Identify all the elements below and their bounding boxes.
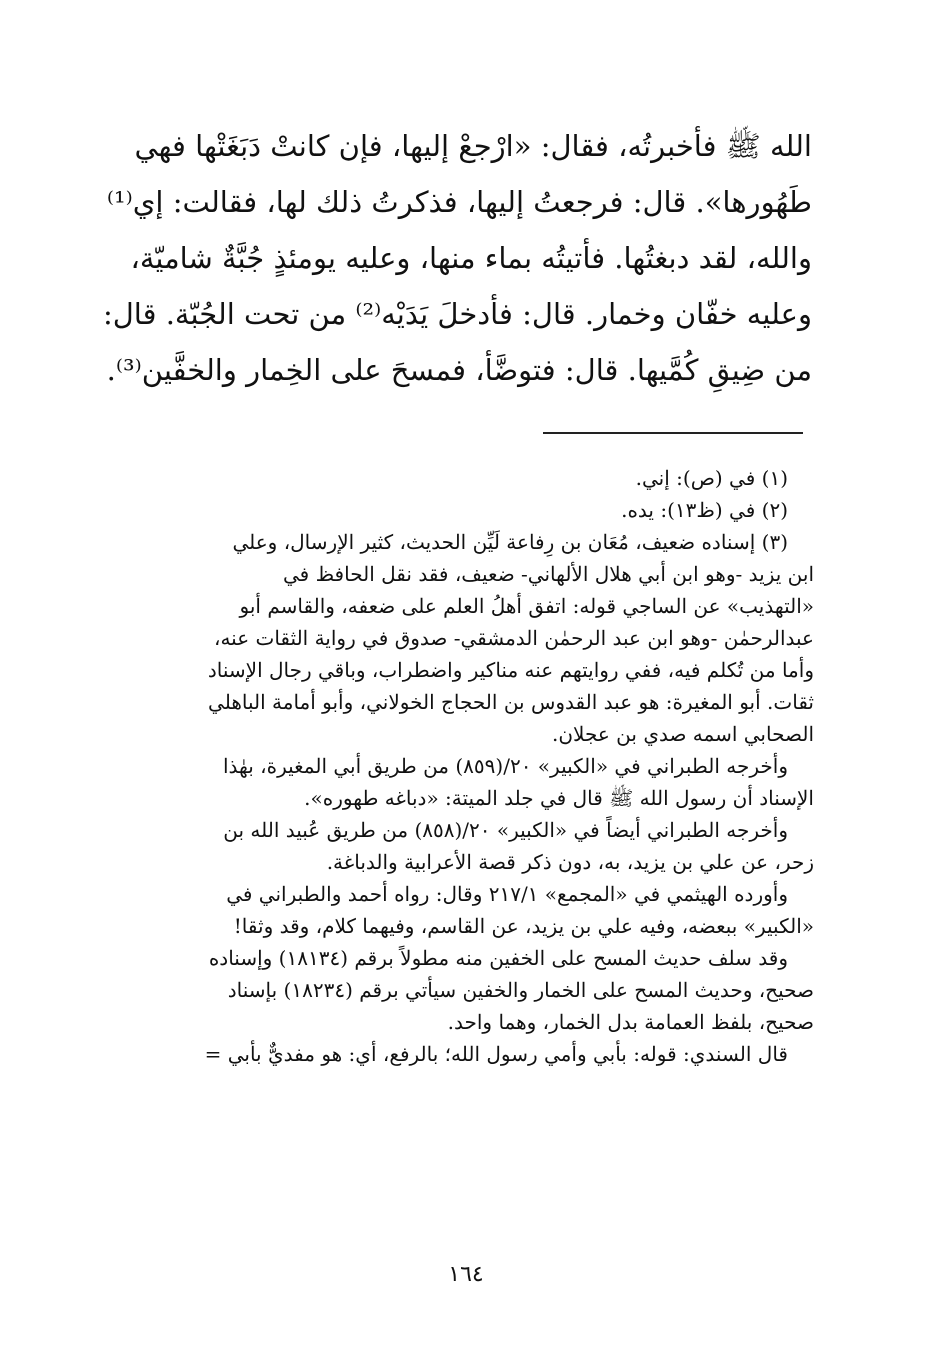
footnote-3-line: قال السندي: قوله: بأبي وأمي رسول الله؛ بالرفع، أي: هو مفديٌّ بأبي = [204, 1042, 788, 1066]
footnote-3-line: الإسناد أن رسول الله ﷺ قال في جلد الميتة: «دباغه طهوره». [304, 786, 814, 810]
footnote-3-line: وأورده الهيثمي في «المجمع» ٢١٧/١ وقال: رواه أحمد والطبراني في [226, 882, 788, 906]
footnote-3-line: عبدالرحمٰن -وهو ابن عبد الرحمٰن الدمشقي- صدوق في رواية الثقات عنه، [214, 626, 814, 650]
footnote-3-line: وأخرجه الطبراني في «الكبير» ٢٠/(٨٥٩) من طريق أبي المغيرة، بهٰذا [222, 754, 788, 778]
footnotes-block [100, 462, 814, 1070]
footnote-3-line: وأما من تُكلم فيه، ففي روايتهم عنه مناكير واضطراب، وباقي رجال الإسناد [207, 658, 814, 682]
footnote-3-line: صحيح، بلفظ العمامة بدل الخمار، وهما واحد. [447, 1010, 814, 1034]
footnote-3-line: الصحابي اسمه صدي بن عجلان. [551, 722, 814, 746]
footnote-3-line: «التهذيب» عن الساجي قوله: اتفق أهلُ العلم على ضعفه، والقاسم أبو [239, 594, 814, 618]
footnote-1: (١) في (ص): إني. [635, 466, 788, 490]
footnote-divider [543, 432, 803, 434]
main-text-line: وعليه خفّان وخمار. قال: فأدخلَ يَدَيْه⁽²⁾ من تحت الجُبّة. قال: [102, 297, 812, 331]
page-number: ١٦٤ [448, 1262, 484, 1287]
footnote-3-line: (٣) إسناده ضعيف، مُعَان بن رِفاعة لَيِّن الحديث، كثير الإرسال، وعلي [232, 530, 788, 554]
footnote-3-line: ابن يزيد -وهو ابن أبي هلال الألهاني- ضعيف، فقد نقل الحافظ في [282, 562, 814, 586]
main-text-line: من ضِيقِ كُمَّيها. قال: فتوضَّأ، فمسحَ على الخِمار والخفَّين⁽³⁾. [106, 353, 812, 387]
footnote-3-line: صحيح، وحديث المسح على الخمار والخفين سيأتي برقم (١٨٢٣٤) بإسناد [227, 978, 814, 1002]
footnote-3-line: ثقات. أبو المغيرة: هو عبد القدوس بن الحجاج الخولاني، وأبو أمامة الباهلي [208, 690, 814, 714]
footnote-3-line: وقد سلف حديث المسح على الخفين منه مطولاً برقم (١٨١٣٤) وإسناده [208, 946, 788, 970]
footnote-3-line: وأخرجه الطبراني أيضاً في «الكبير» ٢٠/(٨٥٨) من طريق عُبيد الله بن [223, 818, 788, 842]
main-text-line: والله، لقد دبغتُها. فأتيتُه بماء منها، وعليه يومئذٍ جُبَّةٌ شاميّة، [130, 241, 812, 275]
main-text-block [96, 118, 812, 398]
footnote-3-line: زحر، عن علي بن يزيد، به، دون ذكر قصة الأعرابية والدباغة. [326, 850, 814, 874]
footnote-3-line: «الكبير» ببعضه، وفيه علي بن يزيد، عن القاسم، وفيهما كلام، وقد وثقا! [233, 914, 814, 938]
main-text-line: الله ﷺ فأخبرتُه، فقال: «ارْجعْ إليها، فإن كانتْ دَبَغَتْها فهي [134, 129, 812, 163]
footnote-2: (٢) في (ظ١٣): يده. [621, 498, 788, 522]
main-text-line: طَهُورها». قال: فرجعتُ إليها، فذكرتُ ذلك لها، فقالت: إي⁽¹⁾ [106, 185, 812, 219]
